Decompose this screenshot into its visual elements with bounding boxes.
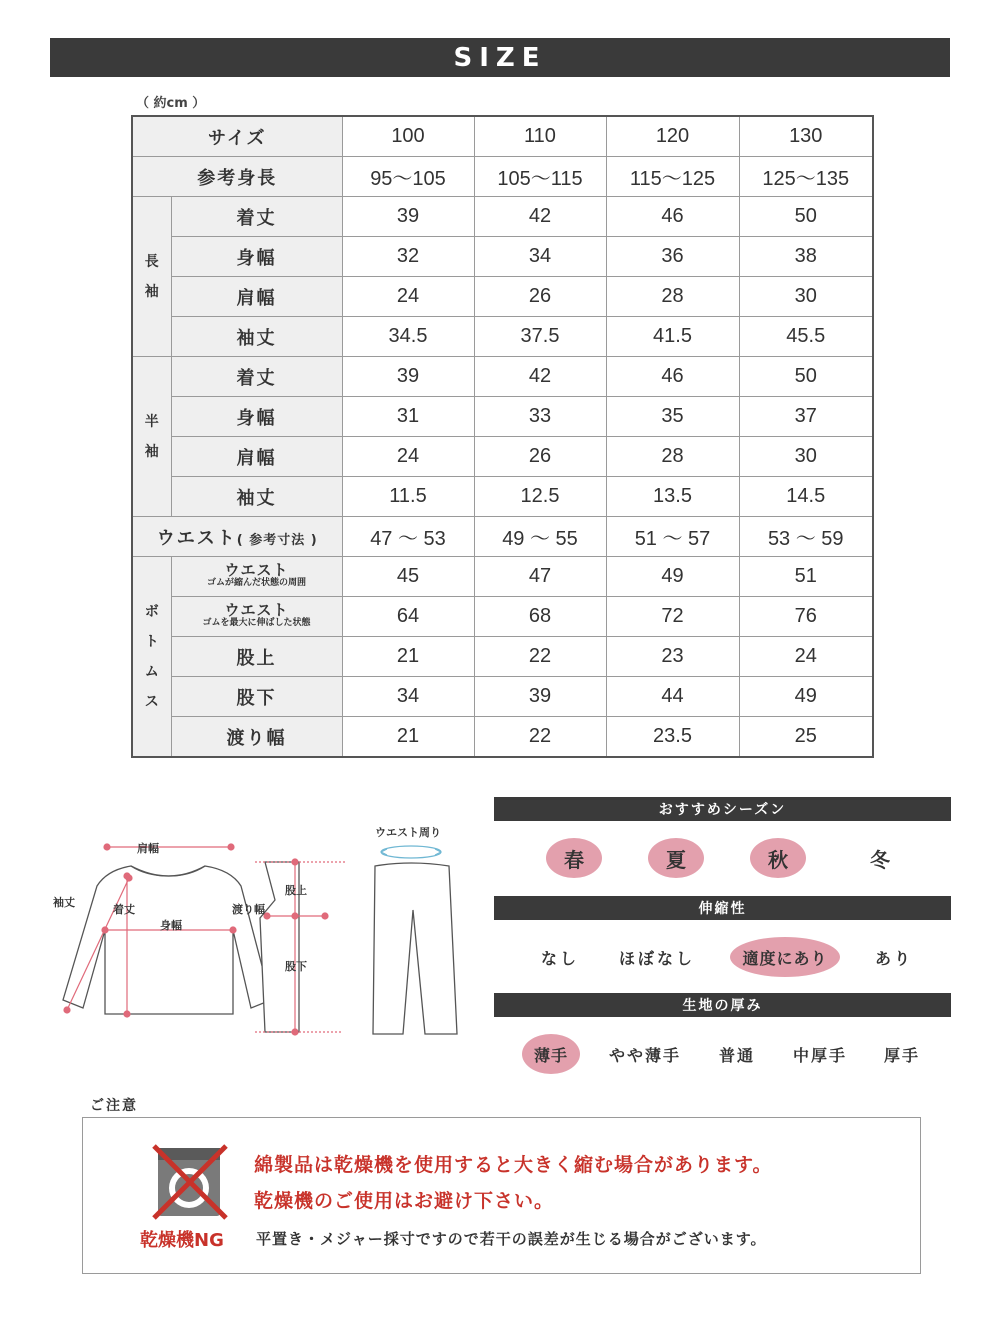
cell: 51 (739, 557, 873, 597)
cell: 34 (474, 237, 606, 277)
cell: 12.5 (474, 477, 606, 517)
cell: 32 (342, 237, 474, 277)
thickness-bar (494, 993, 951, 1017)
cell: 44 (606, 677, 739, 717)
cell: 45.5 (739, 317, 873, 357)
shirt-outline (63, 866, 271, 1014)
table-row (132, 157, 873, 197)
label-thigh: 渡り幅 (232, 903, 265, 916)
cell: 76 (739, 597, 873, 637)
cell: 41.5 (606, 317, 739, 357)
label-waist-around: ウエスト周り (375, 826, 441, 839)
size-100: 100 (342, 116, 474, 157)
cell: 68 (474, 597, 606, 637)
cell: 72 (606, 597, 739, 637)
stretch-almost-none: ほぼなし (618, 948, 695, 968)
notice-line3: 平置き・メジャー採寸ですので若干の誤差が生じる場合がございます。 (256, 1230, 767, 1248)
unit-note: （ 約cm ） (136, 96, 206, 111)
row-label: 袖丈 (171, 317, 342, 357)
table-row (132, 717, 873, 758)
stretch-yes: あり (874, 948, 913, 968)
season-title: おすすめシーズン (658, 802, 787, 818)
thickness-thin: 薄手 (522, 1034, 580, 1074)
cell: 50 (739, 357, 873, 397)
label-body-width: 身幅 (160, 919, 182, 932)
cell: 22 (474, 637, 606, 677)
cell: 23.5 (606, 717, 739, 758)
cell: 46 (606, 197, 739, 237)
row-sublabel: ゴムを最大に伸ばした状態 (202, 617, 311, 628)
season-autumn: 秋 (750, 838, 806, 878)
cell: 24 (342, 437, 474, 477)
table-row (132, 637, 873, 677)
height-cell: 95〜105 (342, 157, 474, 197)
cell: 21 (342, 637, 474, 677)
cell: 22 (474, 717, 606, 758)
row-label-cell (171, 557, 342, 597)
table-row (132, 437, 873, 477)
season-spring: 春 (546, 838, 602, 878)
thickness-thick: 厚手 (883, 1045, 920, 1065)
cell: 49 〜 55 (474, 517, 606, 557)
row-label: 肩幅 (171, 437, 342, 477)
pants-full-outline (373, 863, 457, 1034)
label-length: 着丈 (113, 903, 135, 916)
cell: 49 (739, 677, 873, 717)
cell: 31 (342, 397, 474, 437)
cell: 42 (474, 197, 606, 237)
cell: 26 (474, 277, 606, 317)
label-sleeve: 袖丈 (53, 896, 75, 909)
label-inseam: 股下 (285, 960, 307, 973)
row-label: ウエスト (224, 600, 289, 619)
row-label: 身幅 (171, 237, 342, 277)
height-label: 参考身長 (132, 157, 342, 197)
stretch-title: 伸縮性 (698, 901, 747, 917)
size-header-bar (50, 38, 950, 77)
season-summer: 夏 (648, 838, 704, 878)
cell: 64 (342, 597, 474, 637)
notice-line2: 乾燥機のご使用はお避け下さい。 (254, 1190, 555, 1212)
table-row (132, 557, 873, 597)
cell: 23 (606, 637, 739, 677)
thickness-normal: 普通 (718, 1045, 755, 1065)
cell: 28 (606, 437, 739, 477)
table-row (132, 277, 873, 317)
size-label: サイズ (132, 116, 342, 157)
height-cell: 125〜135 (739, 157, 873, 197)
size-table (131, 115, 874, 758)
cell: 26 (474, 437, 606, 477)
table-row (132, 116, 873, 157)
notice-line1: 綿製品は乾燥機を使用すると大きく縮む場合があります。 (254, 1154, 773, 1176)
dryer-ng-label: 乾燥機NG (140, 1230, 224, 1251)
row-label: 肩幅 (171, 277, 342, 317)
row-label-cell (171, 597, 342, 637)
row-label: 着丈 (171, 197, 342, 237)
cell: 47 (474, 557, 606, 597)
cell: 45 (342, 557, 474, 597)
cell: 35 (606, 397, 739, 437)
row-label: 着丈 (171, 357, 342, 397)
bottoms-group (132, 557, 171, 758)
season-winter: 冬 (870, 847, 890, 872)
cell: 53 〜 59 (739, 517, 873, 557)
cell: 39 (474, 677, 606, 717)
stretch-moderate: 適度にあり (730, 937, 840, 977)
waist-label: ウエスト (156, 527, 237, 549)
row-label: 股上 (171, 637, 342, 677)
size-110: 110 (474, 116, 606, 157)
cell: 34 (342, 677, 474, 717)
row-label: 股下 (171, 677, 342, 717)
label-rise: 股上 (285, 884, 307, 897)
table-row (132, 197, 873, 237)
cell: 47 〜 53 (342, 517, 474, 557)
table-row (132, 397, 873, 437)
cell: 13.5 (606, 477, 739, 517)
cell: 28 (606, 277, 739, 317)
cell: 37 (739, 397, 873, 437)
thickness-slightly-thin: やや薄手 (608, 1045, 681, 1065)
waist-label-cell (132, 517, 342, 557)
stretch-none: なし (540, 948, 579, 968)
size-120: 120 (606, 116, 739, 157)
row-label: 身幅 (171, 397, 342, 437)
table-row (132, 597, 873, 637)
cell: 49 (606, 557, 739, 597)
long-sleeve-group-label: 長 袖 (144, 253, 159, 300)
thickness-medium-thick: 中厚手 (792, 1045, 847, 1065)
bottoms-group-label: ボ ト ム ス (144, 603, 159, 710)
label-shoulder: 肩幅 (137, 842, 159, 855)
row-label: 袖丈 (171, 477, 342, 517)
cell: 37.5 (474, 317, 606, 357)
cell: 14.5 (739, 477, 873, 517)
thickness-title: 生地の厚み (682, 998, 763, 1014)
season-bar (494, 797, 951, 821)
cell: 34.5 (342, 317, 474, 357)
row-label: ウエスト (224, 560, 289, 579)
cell: 21 (342, 717, 474, 758)
cell: 33 (474, 397, 606, 437)
cell: 39 (342, 357, 474, 397)
table-row (132, 517, 873, 557)
short-sleeve-group (132, 357, 171, 517)
cell: 30 (739, 437, 873, 477)
dryer-ng-icon (150, 1142, 230, 1222)
cell: 51 〜 57 (606, 517, 739, 557)
row-sublabel: ゴムが縮んだ状態の周囲 (206, 577, 306, 588)
cell: 24 (739, 637, 873, 677)
cell: 25 (739, 717, 873, 758)
height-cell: 105〜115 (474, 157, 606, 197)
short-sleeve-group-label: 半 袖 (144, 413, 159, 460)
table-row (132, 357, 873, 397)
row-label: 渡り幅 (171, 717, 342, 758)
cell: 24 (342, 277, 474, 317)
waist-paren: ( 参考寸法 ) (236, 532, 318, 548)
size-130: 130 (739, 116, 873, 157)
height-cell: 115〜125 (606, 157, 739, 197)
cell: 36 (606, 237, 739, 277)
notice-title: ご注意 (90, 1098, 138, 1114)
cell: 46 (606, 357, 739, 397)
table-row (132, 237, 873, 277)
measurement-diagram (45, 800, 485, 1050)
table-row (132, 477, 873, 517)
stretch-bar (494, 896, 951, 920)
table-row (132, 677, 873, 717)
cell: 50 (739, 197, 873, 237)
cell: 30 (739, 277, 873, 317)
size-title: SIZE (453, 42, 547, 73)
table-row (132, 317, 873, 357)
cell: 39 (342, 197, 474, 237)
cell: 38 (739, 237, 873, 277)
long-sleeve-group (132, 197, 171, 357)
cell: 42 (474, 357, 606, 397)
cell: 11.5 (342, 477, 474, 517)
